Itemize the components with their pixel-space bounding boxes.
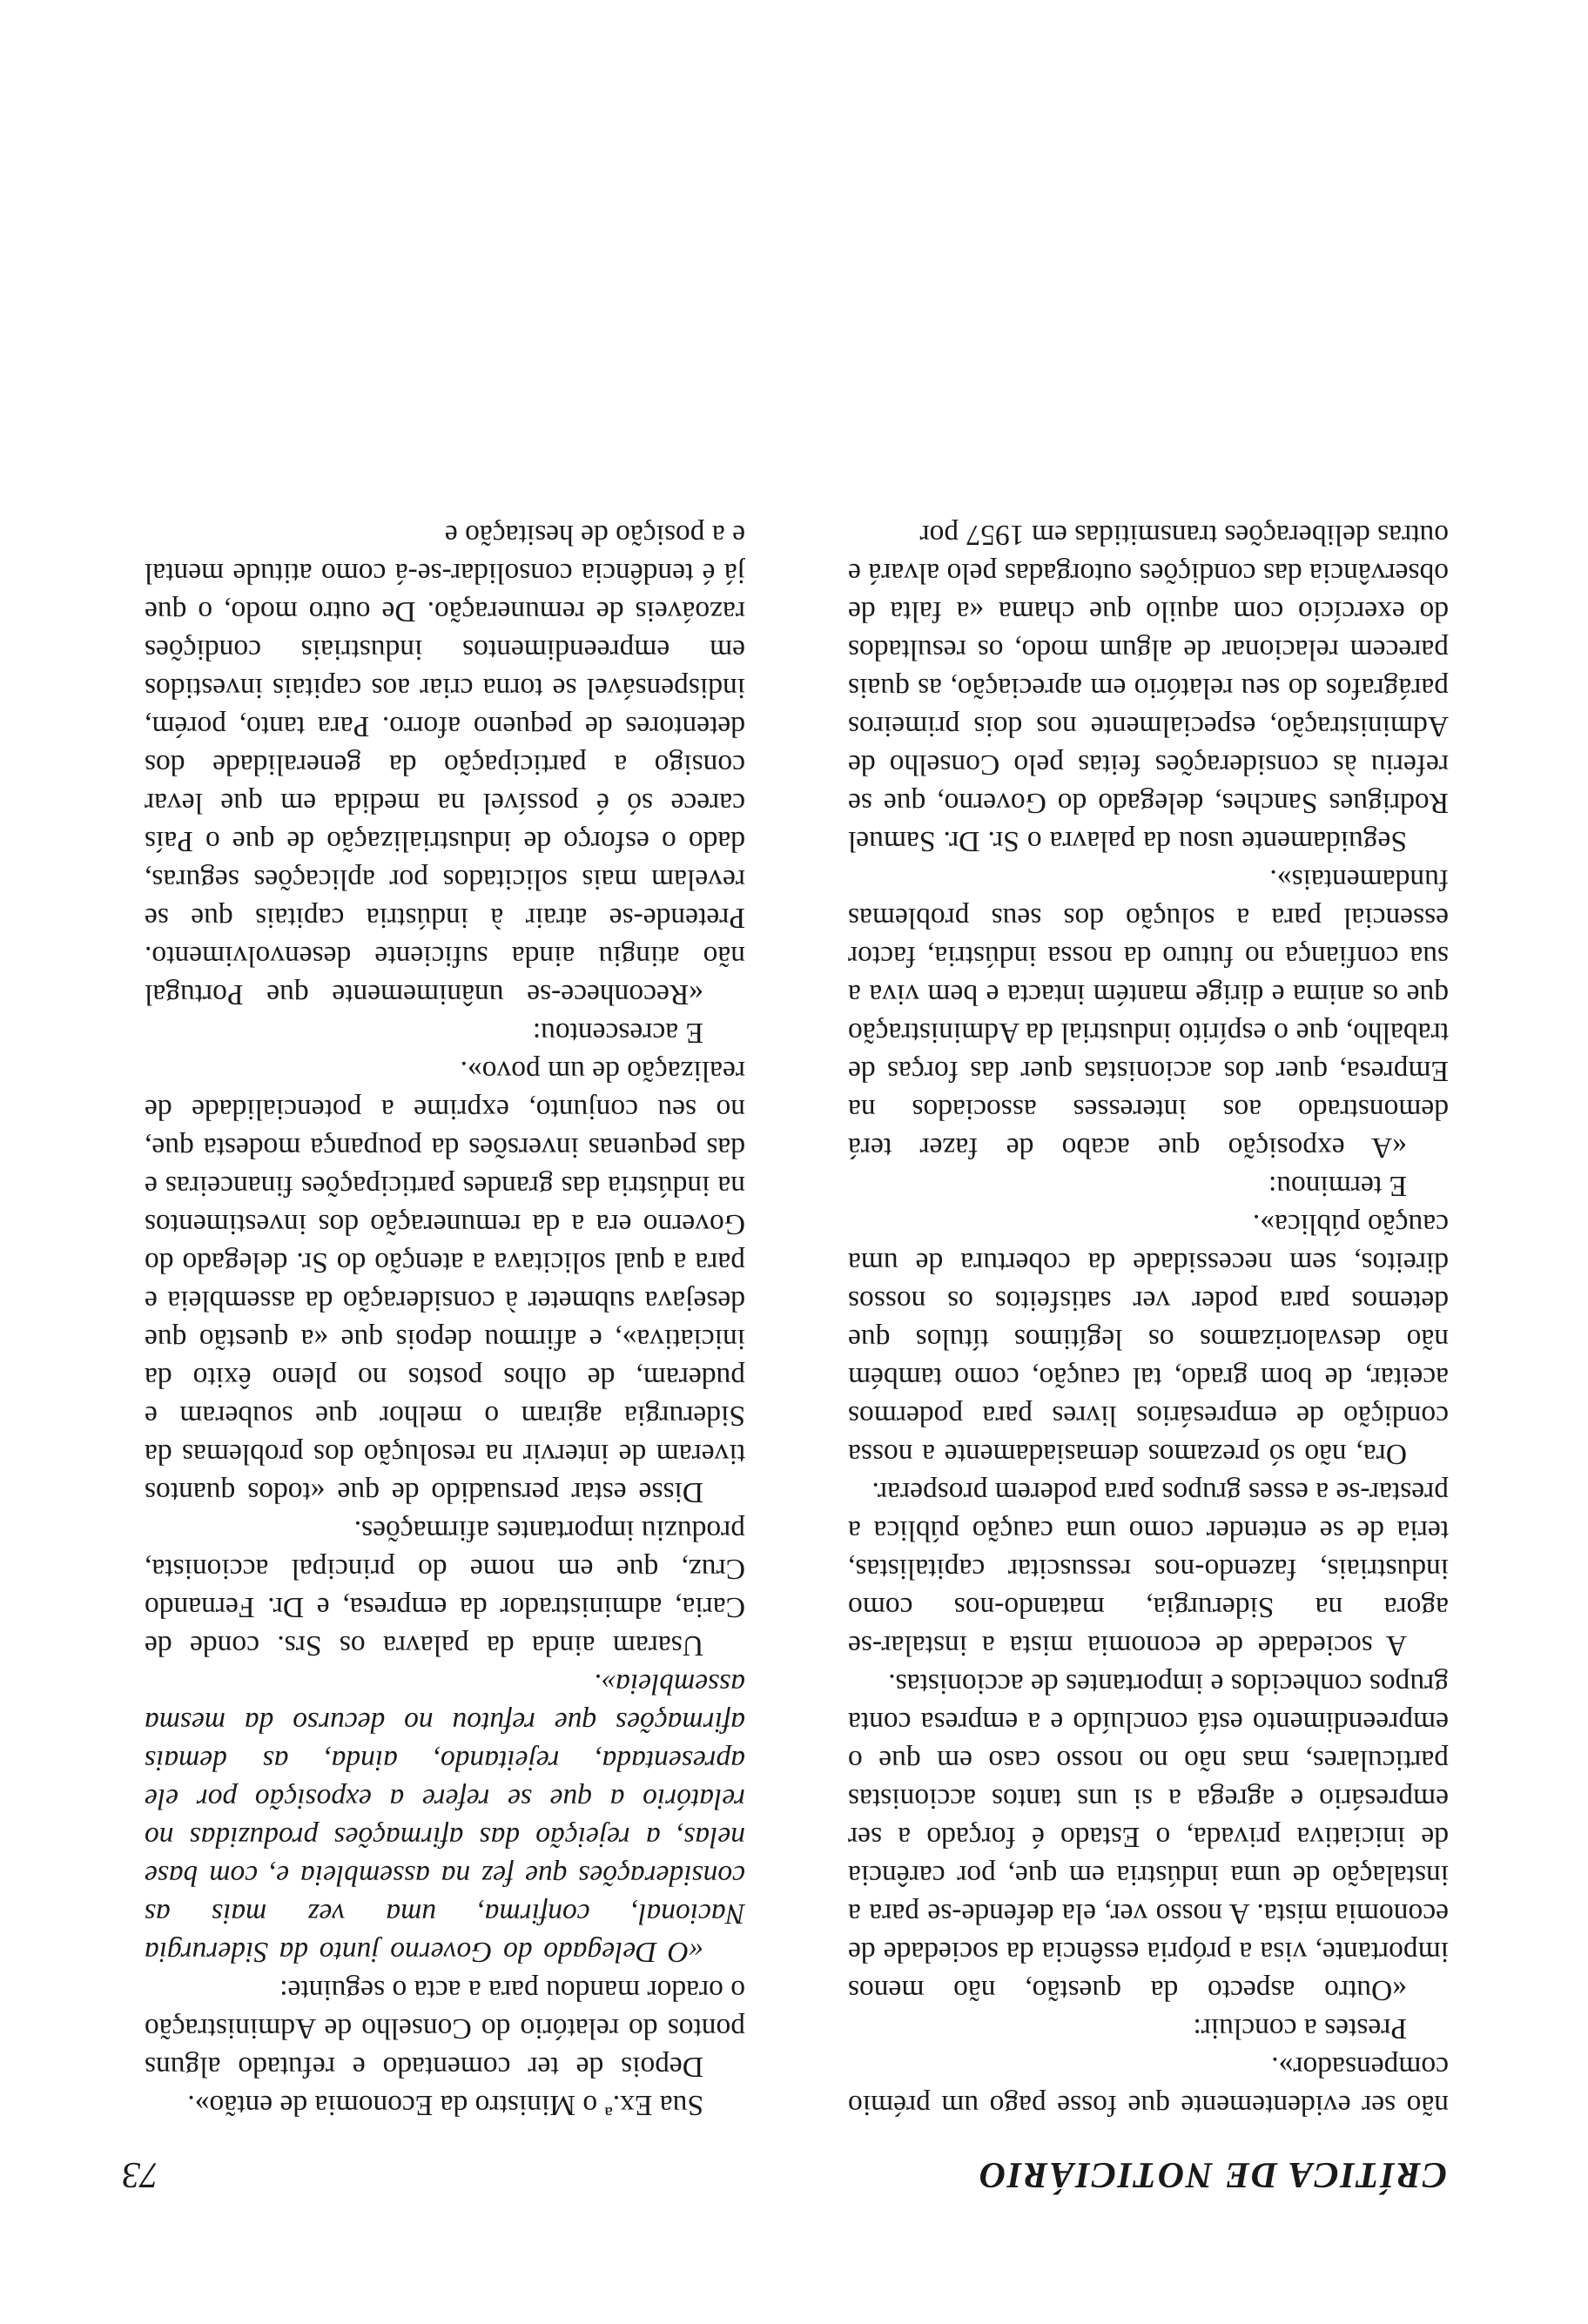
paragraph: Seguidamente usou da palavra o Sr. Dr. Samuel Rodrigues Sanches, delegado do Governo, que se referiu às considerações feitas pelo Conselho de Administração, especialmente nos dois primeiros parágrafos do seu relatório em apreciação, as quais parecem relacionar de algum modo, os resultados do exercício com aquilo que chama «a falta de observância das condições outorgadas pelo alvará e outras deliberações transmitidas em 1957 por	[848, 519, 1449, 857]
quoted-statement: «O Delegado do Governo junto da Siderurgia Nacional, confirma, uma vez mais as considerações que fez na assembleia e, com base nelas, a rejeição das afirmações produzidas no relatório a que se refere a exposição por ele apresentada, rejeitando, ainda, as demais afirmações que refutou no decurso da mesma assembleia».	[145, 1668, 745, 1968]
paragraph: não ser evidentemente que fosse pago um prémio compensador».	[848, 2051, 1449, 2121]
paragraph: Disse estar persuadido de que «todos quantos tiveram de intervir na resolução dos problemas da Siderurgia agiram o melhor que souberam e puderam, de olhos postos no pleno êxito da iniciativa», e afirmou depois que «a questão que desejava submeter à consideração da assembleia e para a qual solicitava a atenção do Sr. delegado do Governo era a da remuneração dos investimentos na indústria das grandes participações financeiras e das pequenas inversões da poupança modesta que, no seu conjunto, exprime a potencialidade de realização de um povo».	[145, 1055, 745, 1508]
left-column	[848, 52, 1449, 2124]
paragraph: A sociedade de economia mista a instalar-se agora na Siderurgia, matando-nos como industriais, fazendo-nos ressuscitar capitalistas, teria de se entender como uma caução pública a prestar-se a esses grupos para poderem prosperar.	[848, 1476, 1449, 1662]
running-title: CRÍTICA DE NOTICIÁRIO	[977, 2154, 1447, 2194]
running-head	[0, 2143, 1588, 2195]
paragraph: Sua Ex.ª o Ministro da Economia de então».	[187, 2089, 703, 2121]
paragraph: «A exposição que acabo de fazer terá demonstrado aos interesses associados na Empresa, quer dos accionistas quer das forças de trabalho, que o espírito industrial da Administração que os anima e dirige mantém intacta e bem viva a sua confiança no futuro da nossa indústria, factor essencial para a solução dos seus problemas fundamentais».	[848, 863, 1449, 1164]
paragraph: E terminou:	[1268, 1170, 1407, 1202]
paragraph: «Outro aspecto da questão, não menos importante, visa a própria essência da sociedade de economia mista. A nosso ver, ela defende-se para a instalação de uma indústria em que, por carência de iniciativa privada, o Estado é forçado a ser empresário e agrega a si uns tantos accionistas particulares, mas não no nosso caso em que o empreendimento está concluído e a empresa conta grupos conhecidos e importantes de accionistas.	[848, 1668, 1449, 2006]
right-column	[145, 52, 745, 2124]
paragraph: «Reconhece-se unânimemente que Portugal não atingiu ainda suficiente desenvolvimento. Pretende-se atrair à indústria capitais que se revelam mais solicitados por aplicações seguras, dado o esforço de industrialização de que o País carece só é possível na medida em que levar consigo a participação da generalidade dos detentores de pequeno aforro. Para tanto, porém, indispensável se torna criar aos capitais investidos em empreendimentos industriais condições razoáveis de remuneração. De outro modo, o que já é tendência consolidar-se-á como atitude mental e a posição de hesitação e	[145, 519, 745, 1011]
paragraph: E acrescentou:	[532, 1017, 703, 1049]
paragraph: Ora, não só prezamos demasiadamente a nossa condição de empresários livres para podermos aceitar, de bom grado, tal caução, como também não desvalorizamos os legítimos títulos que detemos para poder ver satisfeitos os nossos direitos, sem necessidade da cobertura de uma caução pública».	[848, 1208, 1449, 1470]
paragraph: Prestes a concluir:	[1193, 2012, 1407, 2045]
page-number: 73	[122, 2154, 158, 2194]
paragraph: Usaram ainda da palavra os Srs. conde de Caria, administrador da empresa, e Dr. Fernando Cruz, que em nome do principal accionista, produziu importantes afirmações.	[145, 1515, 745, 1662]
paragraph: Depois de ter comentado e refutado alguns pontos do relatório do Conselho de Administração o orador mandou para a acta o seguinte:	[145, 1974, 745, 2083]
